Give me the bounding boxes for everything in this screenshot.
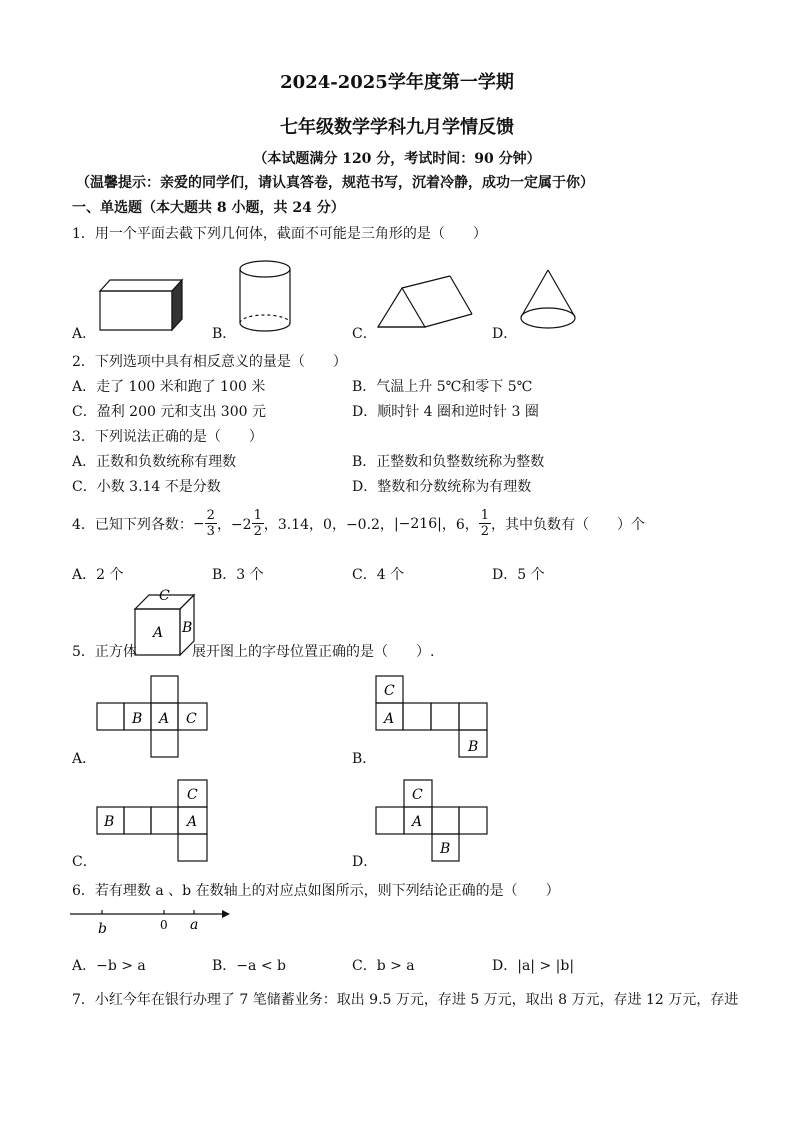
cylinder-figure (240, 261, 290, 331)
q5-cube-nets-figure (0, 585, 794, 870)
q4-option-d: D．5 个 (492, 567, 545, 583)
exam-title-2: 七年级数学学科九月学情反馈 (280, 117, 514, 138)
net-a-letter-c: C (186, 711, 197, 727)
net-d (376, 780, 487, 861)
exam-title-1: 2024-2025学年度第一学期 (280, 72, 514, 93)
q2-option-c: C．盈利 200 元和支出 300 元 (72, 404, 266, 420)
triangular-prism-figure (378, 276, 472, 327)
q5-stem-post: 展开图上的字母位置正确的是（ ）. (192, 644, 435, 660)
q3-option-b: B．正整数和负整数统称为整数 (352, 454, 545, 470)
q4-middle: ，3.14，0，−0.2， (263, 516, 394, 533)
q4-stem (72, 508, 645, 539)
q6-option-a: A．−b > a (72, 958, 146, 974)
q6-option-d: D．|a| > |b| (492, 958, 575, 974)
q6-option-c: C．b > a (352, 958, 415, 974)
q4-n1-denominator: 3 (206, 524, 215, 539)
q4-n3-denominator: 2 (480, 524, 490, 539)
q3-option-a: A．正数和负数统称有理数 (72, 454, 237, 470)
q4-prefix: 4．已知下列各数： (72, 516, 193, 533)
net-a-letter-b: B (132, 711, 143, 727)
q1-option-c: C． (352, 326, 377, 342)
q5-option-c: C． (72, 854, 97, 870)
exam-tip: （温馨提示：亲爱的同学们，请认真答卷，规范书写，沉着冷静，成功一定属于你） (76, 175, 594, 191)
cube-side-letter: B (182, 620, 193, 636)
q1-option-d: D． (492, 326, 518, 342)
q1-solids-figure (0, 0, 794, 350)
q1-stem: 1．用一个平面去截下列几何体，截面不可能是三角形的是（ ） (72, 226, 487, 242)
q4-absolute-value: |−216| (393, 515, 442, 532)
q4-suffix: ，其中负数有（ ）个 (491, 516, 646, 533)
cone-figure (521, 270, 575, 328)
q5-option-b: B． (352, 751, 377, 767)
q7-stem: 7．小红今年在银行办理了 7 笔储蓄业务：取出 9.5 万元，存进 5 万元，取出 8 万元，存进 12 万元，存进 (72, 992, 739, 1008)
cube-top-letter: C (159, 588, 170, 604)
net-d-letter-a: A (412, 814, 423, 830)
q4-n2-numerator: 1 (253, 508, 262, 523)
net-c-letter-c: C (187, 787, 198, 803)
q2-stem: 2．下列选项中具有相反意义的量是（ ） (72, 354, 347, 370)
q3-option-c: C．小数 3.14 不是分数 (72, 479, 221, 495)
q2-option-d: D．顺时针 4 圈和逆时针 3 圈 (352, 404, 539, 420)
q4-n2-whole: ，−2 (216, 516, 252, 533)
net-b-letter-b: B (468, 739, 479, 755)
q4-n1-sign: − (192, 515, 205, 532)
q5-stem-pre: 5．正方体 (72, 644, 137, 660)
number-line-arrow (222, 910, 230, 918)
net-b-letter-c: C (384, 683, 395, 699)
net-c-letter-a: A (187, 814, 198, 830)
cube-front-letter: A (153, 625, 164, 641)
q5-option-a: A． (72, 751, 97, 767)
exam-note: （本试题满分 120 分，考试时间：90 分钟） (253, 151, 541, 167)
q6-stem: 6．若有理数 a 、b 在数轴上的对应点如图所示，则下列结论正确的是（ ） (72, 883, 560, 899)
q2-option-a: A．走了 100 米和跑了 100 米 (72, 379, 266, 395)
q4-option-b: B．3 个 (212, 567, 264, 583)
q4-fraction-2 (252, 508, 264, 539)
q3-option-d: D．整数和分数统称为有理数 (352, 479, 532, 495)
net-a-letter-a: A (159, 711, 170, 727)
number-line-figure (60, 900, 240, 940)
q3-stem: 3．下列说法正确的是（ ） (72, 429, 263, 445)
q6-option-b: B．−a < b (212, 958, 286, 974)
net-d-letter-b: B (440, 841, 451, 857)
q2-option-b: B．气温上升 5℃和零下 5℃ (352, 379, 533, 395)
net-d-letter-c: C (412, 787, 423, 803)
q1-option-b: B． (212, 326, 237, 342)
q4-n1-numerator: 2 (206, 508, 215, 523)
cuboid-figure (100, 280, 182, 330)
q5-option-d: D． (352, 854, 378, 870)
axis-label-b: b (98, 921, 107, 937)
net-c-letter-b: B (104, 814, 115, 830)
q4-fraction-1 (205, 508, 217, 539)
q4-fraction-3 (479, 508, 491, 539)
axis-label-zero: 0 (160, 918, 168, 932)
q4-n3-numerator: 1 (480, 508, 490, 523)
q4-option-c: C．4 个 (352, 567, 405, 583)
section-heading: 一、单选题（本大题共 8 小题，共 24 分） (72, 200, 345, 216)
q4-after: ，6， (441, 516, 479, 533)
net-b-letter-a: A (384, 711, 395, 727)
axis-label-a: a (190, 917, 199, 933)
q1-option-a: A． (72, 326, 97, 342)
q4-option-a: A．2 个 (72, 567, 124, 583)
q4-n2-denominator: 2 (253, 524, 262, 539)
